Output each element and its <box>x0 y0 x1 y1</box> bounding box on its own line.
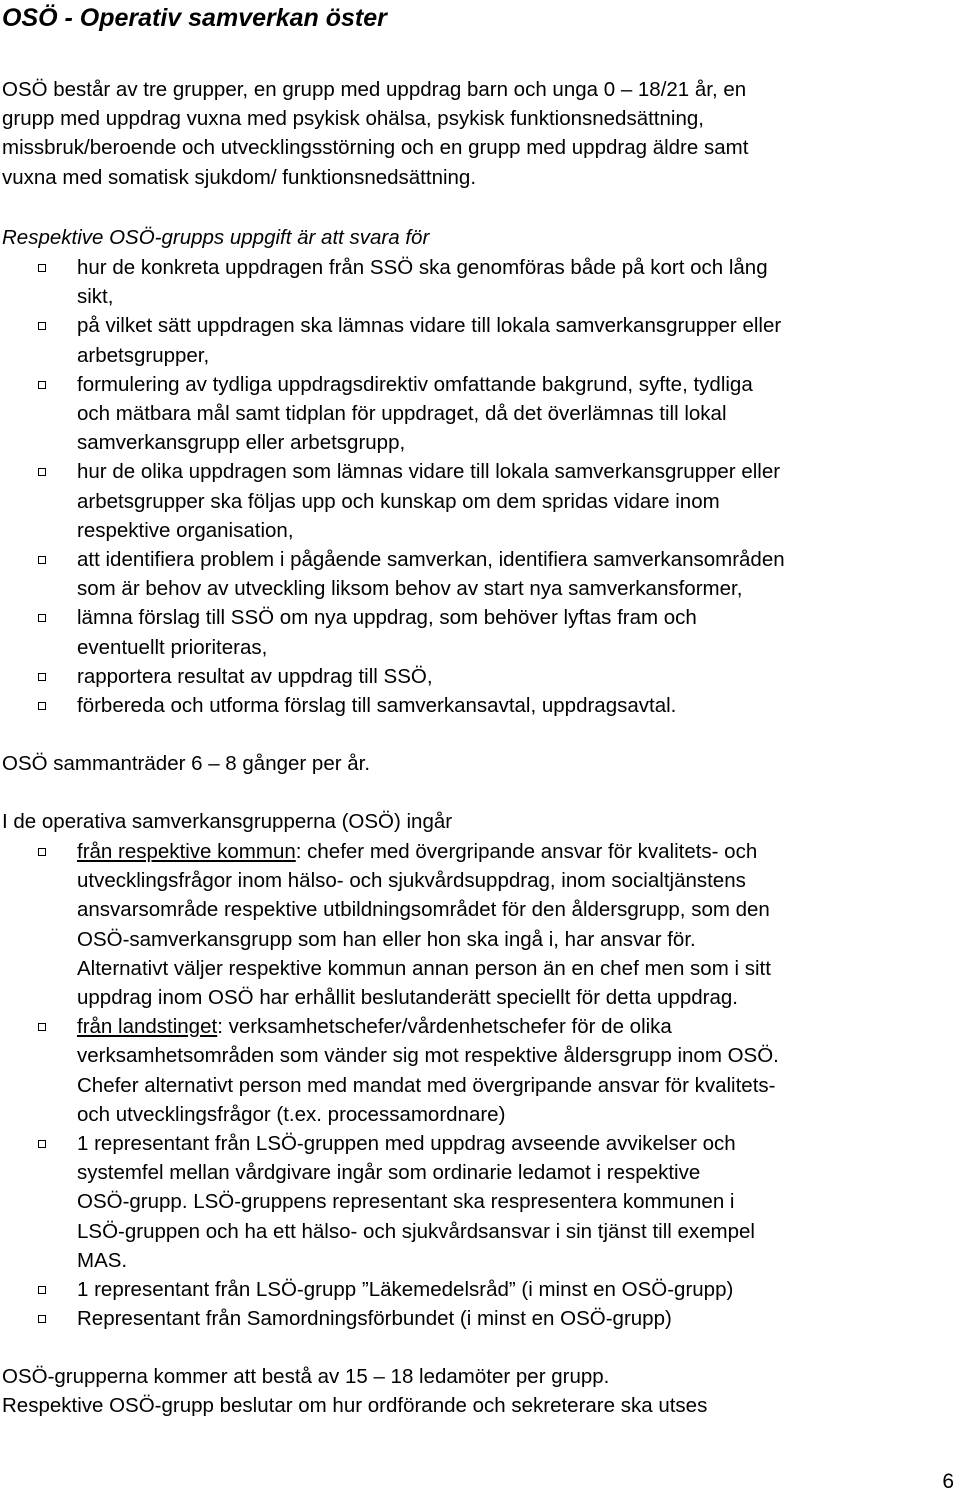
checkbox-bullet-icon <box>38 702 46 710</box>
list-item: förbereda och utforma förslag till samverkansavtal, uppdragsavtal. <box>2 691 954 720</box>
checkbox-bullet-icon <box>38 322 46 330</box>
checkbox-bullet-icon <box>38 381 46 389</box>
list-item: lämna förslag till SSÖ om nya uppdrag, som behöver lyftas fram och eventuellt prioriteras, <box>2 603 954 661</box>
list-item: att identifiera problem i pågående samverkan, identifiera samverkansområden som är behov av utveckling liksom behov av start nya samverkansformer, <box>2 545 954 603</box>
list-item: 1 representant från LSÖ-gruppen med uppdrag avseende avvikelser och systemfel mellan vårdgivare ingår som ordinarie ledamot i respektive OSÖ-grupp. LSÖ-gruppens representant ska respresentera kommunen i LSÖ-gruppen och ha ett hälso- och sjukvårdsansvar i sin tjänst till exempel MAS. <box>2 1129 954 1275</box>
list-item: rapportera resultat av uppdrag till SSÖ, <box>2 662 954 691</box>
intro-line: vuxna med somatisk sjukdom/ funktionsnedsättning. <box>2 165 477 189</box>
intro-line: OSÖ består av tre grupper, en grupp med uppdrag barn och unga 0 – 18/21 år, en <box>2 78 747 101</box>
closing-paragraph <box>2 1362 707 1420</box>
closing-line: Respektive OSÖ-grupp beslutar om hur ordförande och sekreterare ska utses <box>2 1394 708 1418</box>
checkbox-bullet-icon <box>38 1286 46 1294</box>
checkbox-bullet-icon <box>38 1023 46 1031</box>
member-category-label: från landstinget <box>77 1015 218 1039</box>
list-item: formulering av tydliga uppdragsdirektiv omfattande bakgrund, syfte, tydliga och mätbara mål samt tidplan för uppdraget, då det överlämnas till lokal samverkansgrupp eller arbetsgrupp, <box>2 370 954 458</box>
intro-line: missbruk/beroende och utvecklingsstörning och en grupp med uppdrag äldre samt <box>2 136 749 160</box>
members-list <box>2 837 954 1333</box>
task-heading: Respektive OSÖ-grupps uppgift är att svara för <box>2 226 430 249</box>
list-item: från respektive kommun: chefer med övergripande ansvar för kvalitets- och utvecklingsfrågor inom hälso- och sjukvårdsuppdrag, inom socialtjänstens ansvarsområde respektive utbildningsområdet för den åldersgrupp, som den OSÖ-samverkansgrupp som han eller hon ska ingå i, har ansvar för. Alternativt väljer respektive kommun annan person än en chef men som i sitt uppdrag inom OSÖ har erhållit beslutanderätt speciellt för detta uppdrag. <box>2 837 954 1012</box>
checkbox-bullet-icon <box>38 673 46 681</box>
checkbox-bullet-icon <box>38 556 46 564</box>
members-heading: I de operativa samverkansgrupperna (OSÖ) ingår <box>2 810 453 833</box>
checkbox-bullet-icon <box>38 614 46 622</box>
list-item: hur de konkreta uppdragen från SSÖ ska genomföras både på kort och lång sikt, <box>2 253 954 311</box>
checkbox-bullet-icon <box>38 468 46 476</box>
task-list <box>2 253 954 720</box>
meeting-frequency: OSÖ sammanträder 6 – 8 gånger per år. <box>2 752 371 775</box>
list-item: 1 representant från LSÖ-grupp ”Läkemedelsråd” (i minst en OSÖ-grupp) <box>2 1275 954 1304</box>
checkbox-bullet-icon <box>38 848 46 856</box>
list-item: från landstinget: verksamhetschefer/vårdenhetschefer för de olika verksamhetsområden som vänder sig mot respektive åldersgrupp inom OSÖ. Chefer alternativt person med mandat med övergripande ansvar för kvalitets- och utvecklingsfrågor (t.ex. processamordnare) <box>2 1012 954 1129</box>
checkbox-bullet-icon <box>38 1315 46 1323</box>
closing-line: OSÖ-grupperna kommer att bestå av 15 – 18 ledamöter per grupp. <box>2 1365 610 1388</box>
intro-paragraph <box>2 75 748 192</box>
list-item: på vilket sätt uppdragen ska lämnas vidare till lokala samverkansgrupper eller arbetsgrupper, <box>2 311 954 369</box>
checkbox-bullet-icon <box>38 264 46 272</box>
member-category-label: från respektive kommun <box>77 840 296 863</box>
page-title: OSÖ - Operativ samverkan öster <box>2 4 387 32</box>
checkbox-bullet-icon <box>38 1140 46 1148</box>
list-item: hur de olika uppdragen som lämnas vidare till lokala samverkansgrupper eller arbetsgrupper ska följas upp och kunskap om dem spridas vidare inom respektive organisation, <box>2 457 954 545</box>
page-number: 6 <box>942 1470 954 1493</box>
intro-line: grupp med uppdrag vuxna med psykisk ohälsa, psykisk funktionsnedsättning, <box>2 107 704 131</box>
list-item: Representant från Samordningsförbundet (i minst en OSÖ-grupp) <box>2 1304 954 1333</box>
